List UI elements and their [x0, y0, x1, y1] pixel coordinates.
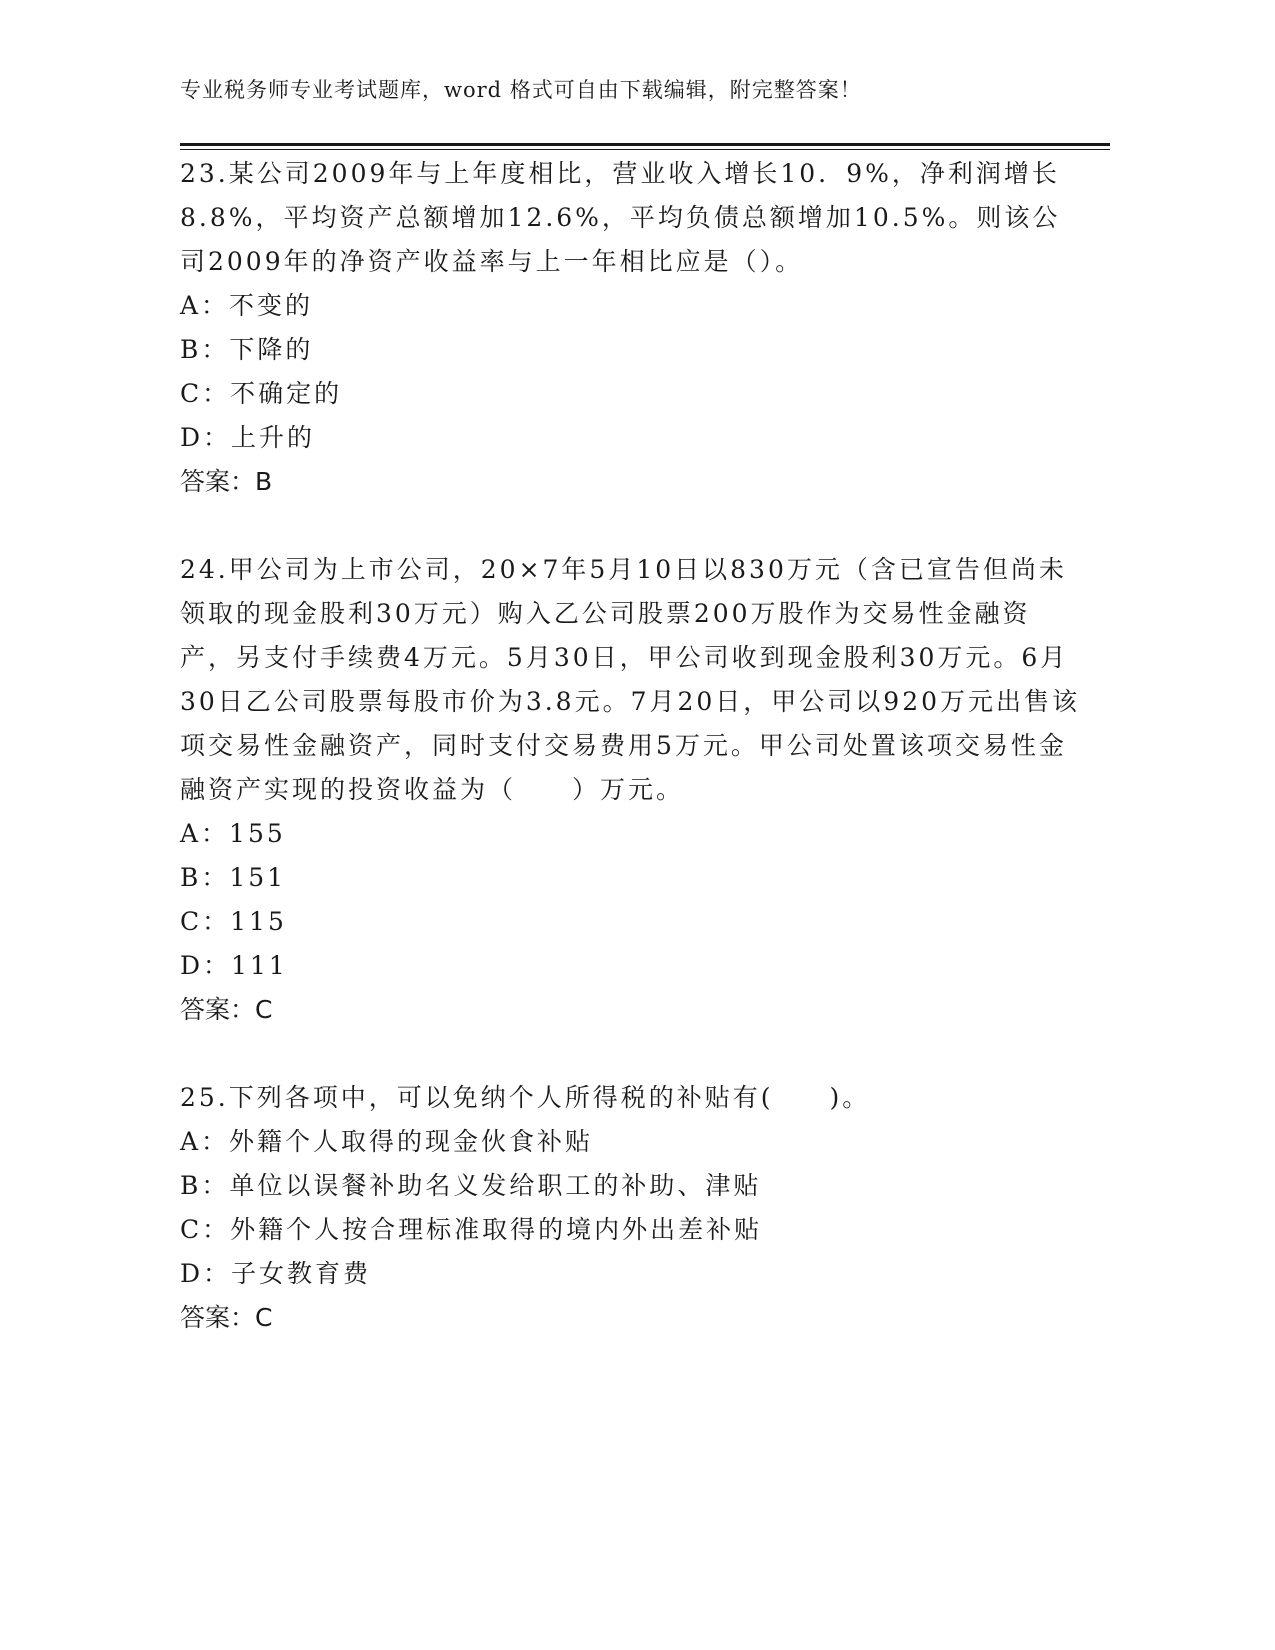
- page-header: 专业税务师专业考试题库，word 格式可自由下载编辑，附完整答案！: [180, 78, 862, 102]
- question-stem: 23.某公司2009年与上年度相比，营业收入增长10．9%，净利润增长8.8%，平均资产总额增加12.6%，平均负债总额增加10.5%。则该公司2009年的净资产收益率与上一年相比应是（）。: [180, 159, 1061, 276]
- answer: 答案：C: [180, 1303, 273, 1332]
- option-a: A：外籍个人取得的现金伙食补贴: [180, 1127, 594, 1156]
- question-25: [180, 1076, 1080, 1340]
- option-b: B：151: [180, 863, 287, 892]
- header-rule-thick: [180, 143, 1110, 146]
- question-stem: 25.下列各项中，可以免纳个人所得税的补贴有( )。: [180, 1083, 871, 1112]
- option-d: D：上升的: [180, 423, 316, 452]
- option-a: A：不变的: [180, 291, 314, 320]
- question-list: [180, 152, 1080, 1384]
- question-stem: 24.甲公司为上市公司，20×7年5月10日以830万元（含已宣告但尚未领取的现金股利30万元）购入乙公司股票200万股作为交易性金融资产，另支付手续费4万元。5月30日，甲公司收到现金股利30万元。6月30日乙公司股票每股市价为3.8元。7月20日，甲公司以920万元出售该项交易性金融资产，同时支付交易费用5万元。甲公司处置该项交易性金融资产实现的投资收益为（ ）万元。: [180, 555, 1081, 804]
- header-rule-thin: [180, 149, 1110, 150]
- answer: 答案：C: [180, 995, 273, 1024]
- option-c: C：115: [180, 907, 287, 936]
- option-d: D：子女教育费: [180, 1259, 372, 1288]
- question-23: [180, 152, 1080, 504]
- option-d: D：111: [180, 951, 288, 980]
- option-c: C：不确定的: [180, 379, 343, 408]
- option-b: B：单位以误餐补助名义发给职工的补助、津贴: [180, 1171, 762, 1200]
- option-c: C：外籍个人按合理标准取得的境内外出差补贴: [180, 1215, 763, 1244]
- option-b: B：下降的: [180, 335, 314, 364]
- question-24: [180, 548, 1080, 1032]
- option-a: A：155: [180, 819, 286, 848]
- answer: 答案：B: [180, 467, 273, 496]
